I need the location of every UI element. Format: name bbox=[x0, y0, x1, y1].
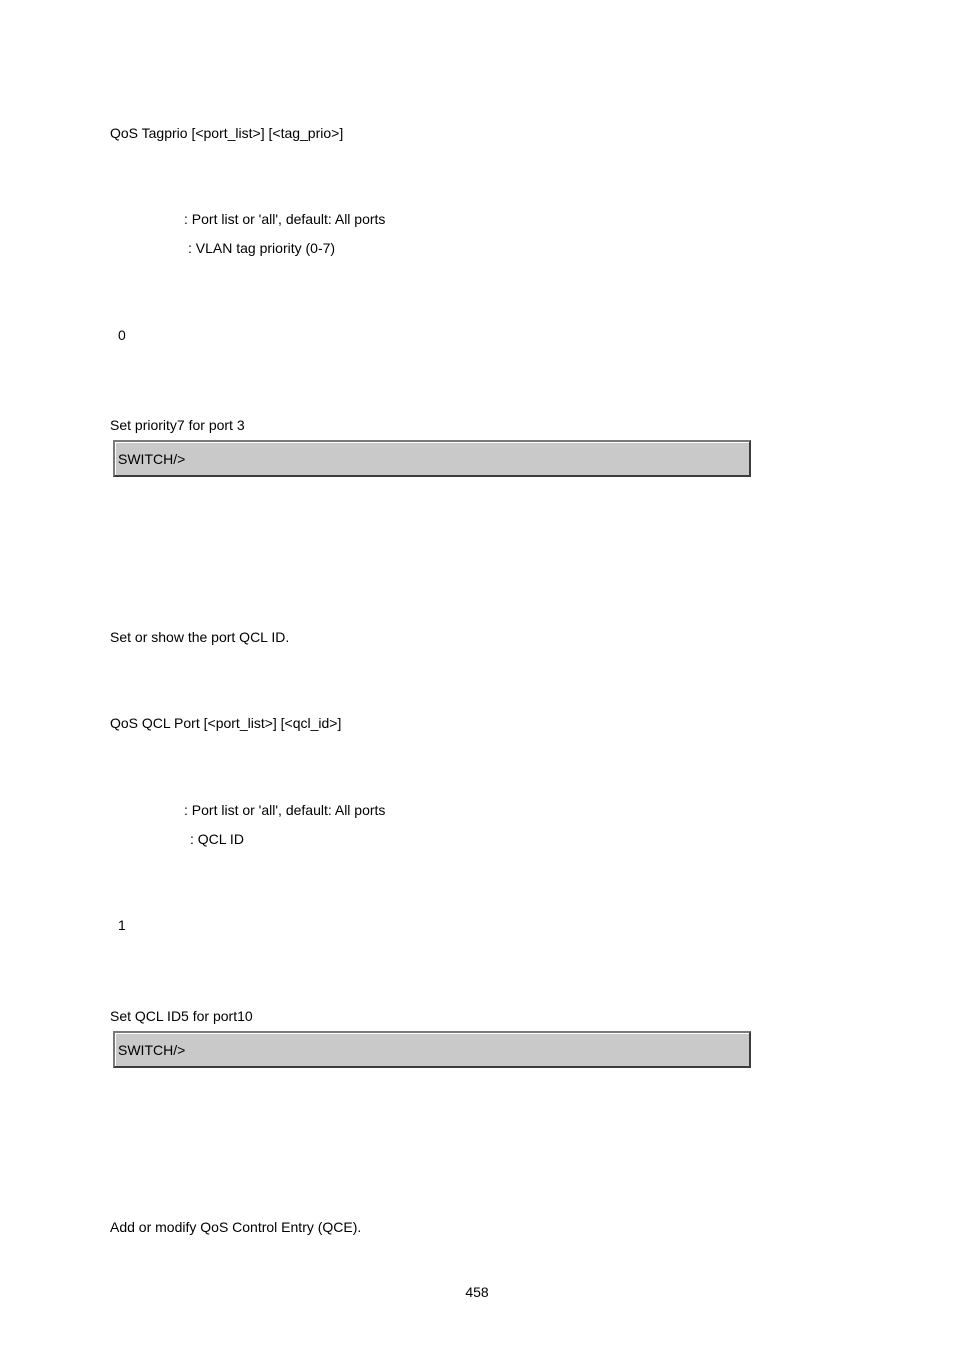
qce-description: Add or modify QoS Control Entry (QCE). bbox=[110, 1219, 362, 1235]
qcl-port-param-port-list: : Port list or 'all', default: All ports bbox=[184, 802, 386, 818]
tagprio-example-description: Set priority7 for port 3 bbox=[110, 417, 245, 433]
tagprio-example-command: SWITCH/> bbox=[118, 451, 186, 467]
tagprio-example-command-box bbox=[113, 440, 751, 477]
qcl-port-example-command-box bbox=[113, 1031, 751, 1068]
tagprio-syntax: QoS Tagprio [<port_list>] [<tag_prio>] bbox=[110, 125, 344, 141]
qcl-port-example-command: SWITCH/> bbox=[118, 1042, 186, 1058]
qcl-port-description: Set or show the port QCL ID. bbox=[110, 629, 290, 645]
tagprio-default-value: 0 bbox=[118, 327, 126, 343]
qcl-port-syntax: QoS QCL Port [<port_list>] [<qcl_id>] bbox=[110, 715, 342, 731]
qcl-port-param-qcl-id: : QCL ID bbox=[190, 831, 244, 847]
page-number: 458 bbox=[465, 1284, 489, 1300]
tagprio-param-port-list: : Port list or 'all', default: All ports bbox=[184, 211, 386, 227]
tagprio-param-tag-prio: : VLAN tag priority (0-7) bbox=[188, 240, 336, 256]
qcl-port-default-value: 1 bbox=[118, 917, 126, 933]
qcl-port-example-description: Set QCL ID5 for port10 bbox=[110, 1008, 253, 1024]
